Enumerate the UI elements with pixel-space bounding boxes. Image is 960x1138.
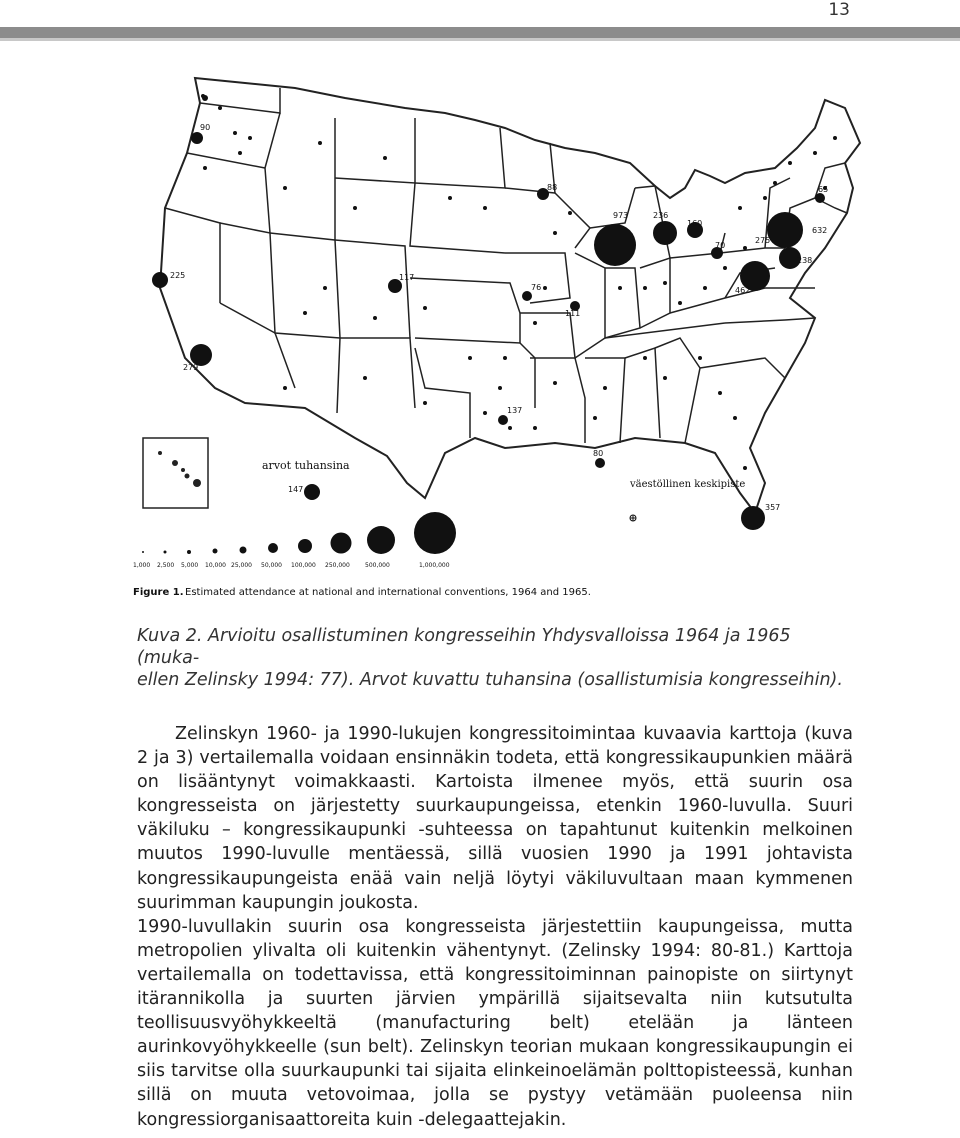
convention-map-figure	[125, 58, 865, 606]
body-text	[137, 722, 853, 1132]
legend-label: 2,500	[157, 562, 175, 569]
city-label: 65	[818, 185, 829, 194]
city-label: 147	[288, 485, 304, 494]
us-outline	[160, 78, 860, 513]
paragraph-1: Zelinskyn 1960- ja 1990-lukujen kongressitoimintaa kuvaavia karttoja (kuva 2 ja 3) vertailemalla voidaan ensinnäkin todeta, että kongressikaupunkien määrä on lisääntynyt voimakkaasti. Kartoista ilmenee myös, että suurin osa kongresseista on järjestetty suurkaupungeissa, etenkin 1960-luvulla. Suuri väkiluku – kongressikaupunki -suhteessa on tapahtunut kuitenkin melkoinen muutos 1990-luvulle mentäessä, sillä vuosien 1990 ja 1991 johtavista kongressikaupungeista enää vain neljä löytyi väkiluvultaan maan kymmenen suurimman kaupungin joukosta.	[137, 724, 853, 913]
city-label: 357	[765, 503, 781, 512]
paragraph-2: 1990-luvullakin suurin osa kongresseista järjestettiin kaupungeissa, mutta metropolien ylivalta oli kuitenkin vähentynyt. (Zelinsky 1994: 80-81.) Karttoja vertailemalla on todettavissa, että kongressitoiminnan painopiste on siirtynyt itärannikolla ja suurten järvien ympärillä sijaitsevalta niin kutsutulta teollisuusvyöhykkeeltä (manufacturing belt) etelään ja länteen aurinkovyöhykkeelle (sun belt). Zelinskyn teorian mukaan kongressikaupungin ei siis tarvitse olla suurkaupunki tai sijaita elinkeinoelämän polttopisteessä, kunhan sillä on muuta vetovoimaa, jolla se pystyy vetämään puoleensa niin kongressiorganisaattoreita kuin -delegaattejakin.	[137, 916, 853, 1130]
figure-caption	[137, 625, 857, 691]
city-label: 137	[507, 406, 523, 415]
city-label: 632	[812, 226, 828, 235]
city-label: 236	[653, 211, 669, 220]
legend-label: 250,000	[325, 562, 350, 569]
caption-line1: Arvioitu osallistuminen kongresseihin Yhdysvalloissa 1964 ja 1965 (muka-	[137, 626, 791, 668]
city-label: 279	[183, 363, 199, 372]
legend-labels	[133, 562, 450, 569]
city-label: 70	[715, 241, 726, 250]
caption-prefix: Kuva 2.	[137, 626, 203, 646]
header-rule-light	[0, 38, 960, 41]
annotation-center: väestöllinen keskipiste	[630, 479, 746, 490]
city-label: 90	[200, 123, 211, 132]
page-number: 13	[828, 0, 850, 20]
city-label: 275	[755, 236, 771, 245]
legend-label: 100,000	[291, 562, 316, 569]
city-label: 76	[531, 283, 542, 292]
city-label: 80	[593, 449, 604, 458]
legend-label: 50,000	[261, 562, 282, 569]
city-label: 462	[735, 286, 751, 295]
city-label: 111	[565, 309, 581, 318]
legend-label: 500,000	[365, 562, 390, 569]
legend-label: 1,000	[133, 562, 151, 569]
legend-label: 10,000	[205, 562, 226, 569]
caption-line2: ellen Zelinsky 1994: 77). Arvot kuvattu tuhansina (osallistumisia kongresseihin).	[137, 670, 843, 690]
header-rule	[0, 27, 960, 38]
city-label: 117	[399, 273, 415, 282]
hawaii-inset	[143, 438, 208, 508]
city-label: 225	[170, 271, 186, 280]
figure-title: Estimated attendance at national and international conventions, 1964 and 1965.	[185, 587, 591, 598]
city-label: 160	[687, 219, 703, 228]
city-label: 973	[613, 211, 629, 220]
figure-label: Figure 1.	[133, 587, 184, 598]
annotation-values: arvot tuhansina	[262, 459, 350, 472]
legend-label: 1,000,000	[419, 562, 450, 569]
legend-label: 25,000	[231, 562, 252, 569]
legend-circles	[142, 512, 456, 554]
legend-label: 5,000	[181, 562, 199, 569]
us-map	[125, 58, 865, 606]
city-label: 238	[797, 256, 813, 265]
city-label: 88	[547, 183, 558, 192]
